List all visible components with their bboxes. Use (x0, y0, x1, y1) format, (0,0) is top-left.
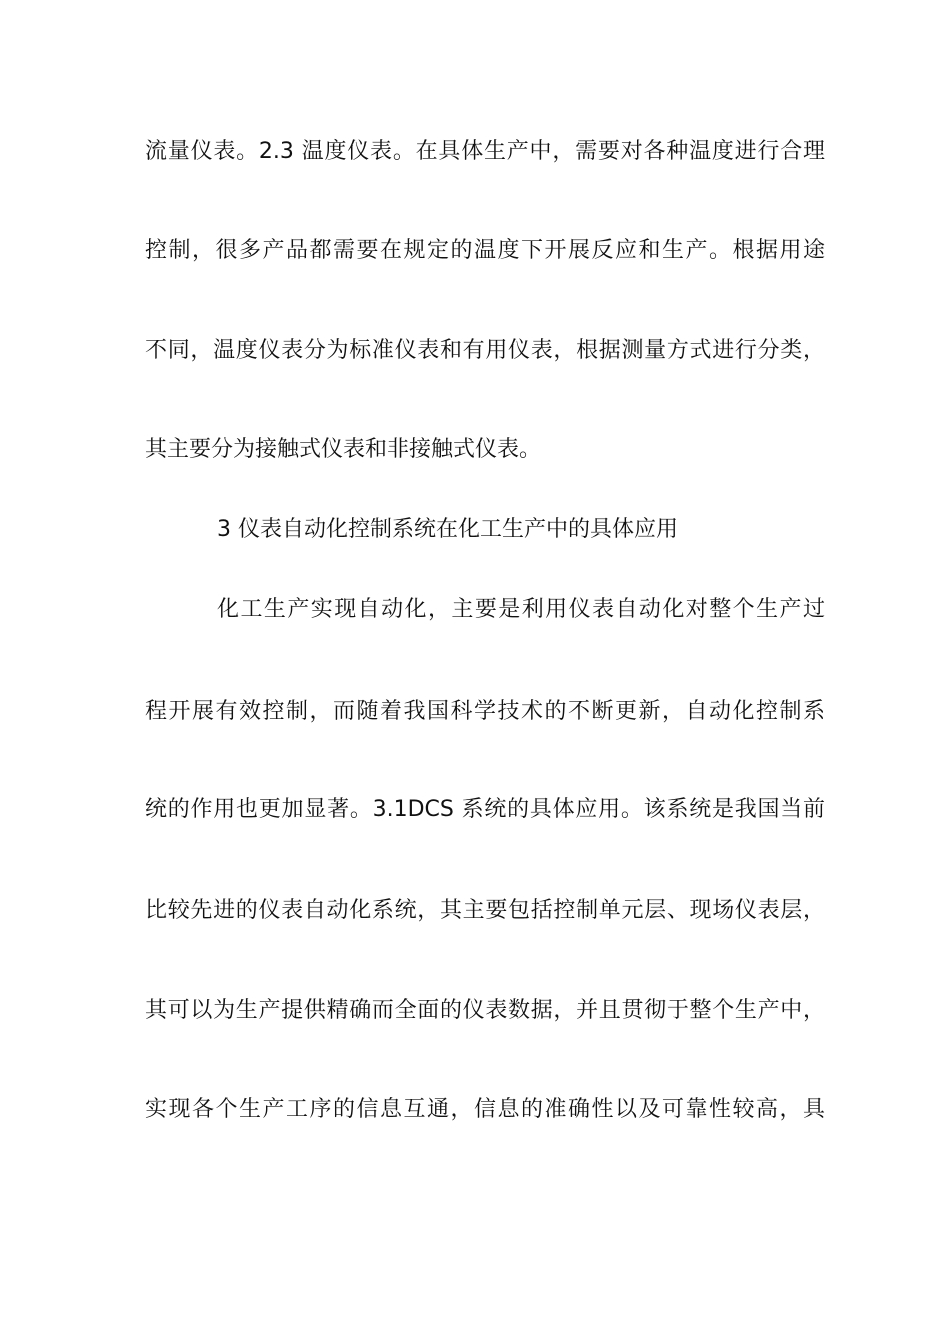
paragraph-line: 比较先进的仪表自动化系统，其主要包括控制单元层、现场仪表层， (145, 898, 825, 923)
paragraph-line: 其主要分为接触式仪表和非接触式仪表。 (145, 437, 542, 462)
paragraph-line: 实现各个生产工序的信息互通，信息的准确性以及可靠性较高，具 (145, 1097, 825, 1122)
paragraph-line: 化工生产实现自动化，主要是利用仪表自动化对整个生产过 (217, 597, 825, 622)
paragraph-line: 不同，温度仪表分为标准仪表和有用仪表，根据测量方式进行分类， (145, 338, 825, 363)
paragraph-line: 流量仪表。2.3 温度仪表。在具体生产中，需要对各种温度进行合理 (145, 139, 825, 164)
paragraph-line: 程开展有效控制，而随着我国科学技术的不断更新，自动化控制系 (145, 699, 825, 724)
paragraph-line: 控制，很多产品都需要在规定的温度下开展反应和生产。根据用途 (145, 238, 825, 263)
paragraph-line: 统的作用也更加显著。3.1DCS 系统的具体应用。该系统是我国当前 (145, 797, 825, 822)
section-heading: 3 仪表自动化控制系统在化工生产中的具体应用 (217, 517, 678, 542)
paragraph-line: 其可以为生产提供精确而全面的仪表数据，并且贯彻于整个生产中， (145, 998, 825, 1023)
